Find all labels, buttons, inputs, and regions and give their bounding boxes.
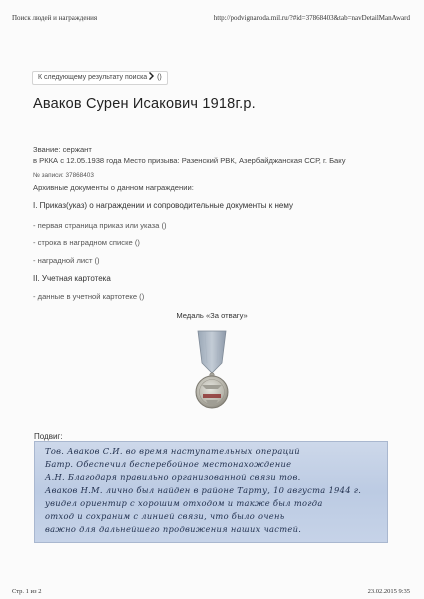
documents-section-card-index: II. Учетная картотека — [33, 274, 111, 283]
feat-line: важно для дальнейшего продвижения наших частей. — [45, 524, 302, 534]
medal-caption: Медаль «За отвагу» — [176, 311, 248, 320]
document-link-card-index[interactable]: - данные в учетной картотеке () — [33, 292, 145, 301]
next-result-suffix: () — [157, 74, 162, 81]
documents-section-orders: I. Приказ(указ) о награждении и сопроводительные документы к нему — [33, 201, 293, 210]
feat-line: увидел ориентир с хорошим отходом и также был тогда — [45, 498, 323, 508]
print-header-title: Поиск людей и награждения — [12, 14, 98, 22]
archive-heading: Архивные документы о данном награждении: — [33, 183, 194, 192]
record-number: № записи: 37868403 — [33, 172, 94, 179]
feat-line: А.Н. Благодаря правильно организованной связи тов. — [45, 472, 301, 482]
feat-line: Аваков Н.М. лично был найден в районе Тарту, 10 августа 1944 г. — [45, 485, 362, 495]
print-header-url: http://podvignaroda.mil.ru/?#id=37868403&tab=navDetailManAward — [213, 14, 410, 22]
feat-line: отход и сохраним с линией связи, что было очень — [45, 511, 285, 521]
document-link-award-sheet[interactable]: - наградной лист () — [33, 256, 100, 265]
feat-label: Подвиг: — [34, 432, 63, 441]
feat-handwritten-text — [34, 441, 388, 543]
document-link-award-list-row[interactable]: - строка в наградном списке () — [33, 238, 140, 247]
feat-line: Батр. Обеспечил бесперебойное местонахождение — [45, 459, 292, 469]
next-result-button[interactable] — [32, 71, 168, 85]
feat-line: Тов. Аваков С.И. во время наступательных операций — [45, 446, 300, 456]
medal-for-courage-image — [188, 327, 236, 413]
footer-timestamp: 23.02.2015 9:35 — [367, 588, 410, 595]
person-rank: Звание: сержант — [33, 145, 92, 154]
person-service: в РККА с 12.05.1938 года Место призыва: Разенский РВК, Азербайджанская ССР, г. Баку — [33, 156, 346, 165]
person-name: Аваков Сурен Исакович 1918г.р. — [33, 96, 256, 112]
footer-page-number: Стр. 1 из 2 — [12, 588, 42, 595]
chevron-right-icon — [149, 72, 155, 80]
next-result-label: К следующему результату поиска — [38, 74, 148, 81]
document-link-order-first-page[interactable]: - первая страница приказ или указа () — [33, 221, 167, 230]
